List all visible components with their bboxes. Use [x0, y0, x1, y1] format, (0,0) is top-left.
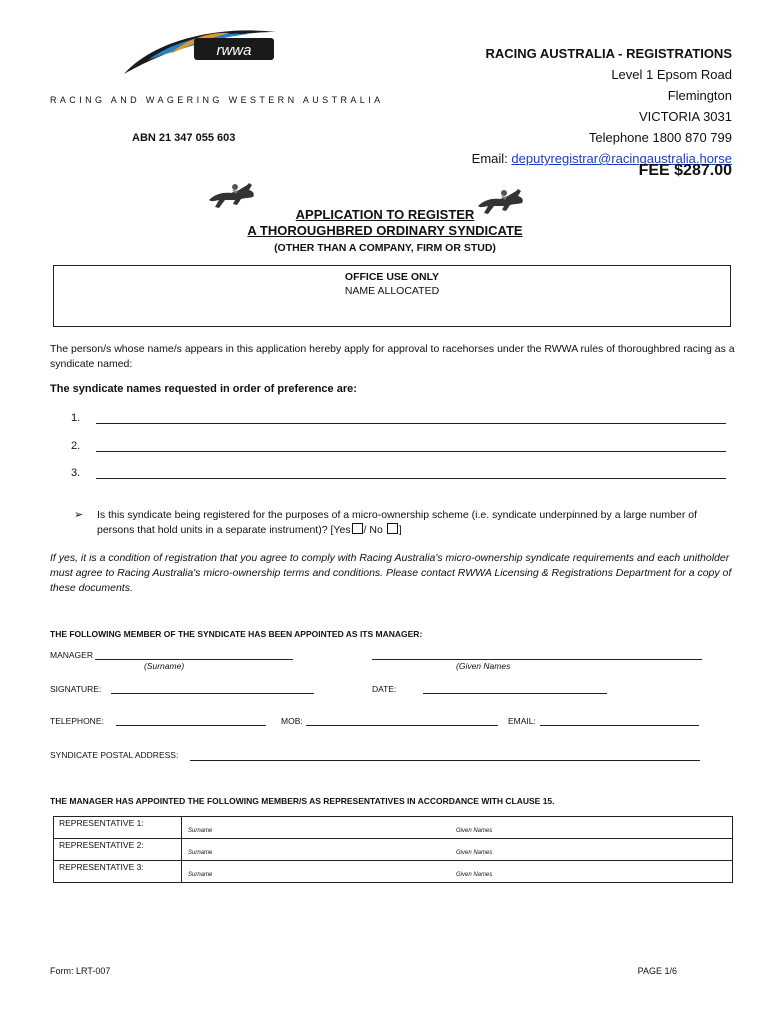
- bracket-close: ]: [398, 524, 402, 536]
- email-link[interactable]: deputyregistrar@racingaustralia.horse: [511, 151, 732, 166]
- date-label: DATE:: [372, 684, 397, 694]
- telephone-field[interactable]: [116, 725, 266, 726]
- given-names-caption: Given Names: [456, 872, 493, 878]
- date-field[interactable]: [423, 693, 607, 694]
- representatives-table: [53, 816, 733, 883]
- preference-3-field[interactable]: [96, 478, 726, 479]
- micro-ownership-question: [97, 508, 737, 538]
- email-field-label: EMAIL:: [508, 716, 536, 726]
- name-allocated-label: NAME ALLOCATED: [344, 285, 440, 297]
- org-name: RACING AUSTRALIA - REGISTRATIONS: [485, 46, 732, 61]
- manager-surname-field[interactable]: [95, 659, 293, 660]
- micro-question-text: Is this syndicate being registered for the purposes of a micro-ownership scheme (i.e. syndicate underpinned by a large number of persons that hold units in a separate instrument)?: [97, 509, 697, 536]
- mobile-label: MOB:: [281, 716, 303, 726]
- form-code: Form: LRT-007: [50, 966, 111, 976]
- address-line-3: VICTORIA 3031: [639, 109, 732, 124]
- manager-label: MANAGER: [50, 650, 93, 660]
- surname-caption: Surname: [188, 828, 213, 834]
- micro-ownership-note: If yes, it is a condition of registration that you agree to comply with Racing Australia's micro-ownership syndicate requirements and each unitholder must agree to Racing Australia's micro-ownership terms and conditions. Please contact RWWA Licensing & Registrations Department for a copy of these documents.: [50, 552, 732, 594]
- representatives-heading: THE MANAGER HAS APPOINTED THE FOLLOWING MEMBER/S AS REPRESENTATIVES IN ACCORDANCE WITH CLAUSE 15.: [50, 796, 555, 806]
- email-label: Email:: [471, 151, 512, 166]
- given-names-caption: Given Names: [456, 828, 493, 834]
- representative-1-field[interactable]: [182, 817, 733, 839]
- postal-address-label: SYNDICATE POSTAL ADDRESS:: [50, 750, 179, 760]
- preference-1-field[interactable]: [96, 423, 726, 424]
- office-use-heading: OFFICE USE ONLY: [344, 271, 440, 283]
- yes-checkbox[interactable]: [352, 523, 363, 534]
- surname-caption: Surname: [188, 850, 213, 856]
- preferences-heading: The syndicate names requested in order of preference are:: [50, 383, 357, 395]
- address-phone: Telephone 1800 870 799: [588, 130, 732, 145]
- logo-text: rwwa: [216, 42, 252, 59]
- no-checkbox[interactable]: [387, 523, 398, 534]
- form-title-line-2: A THOROUGHBRED ORDINARY SYNDICATE: [247, 223, 523, 238]
- manager-given-names-field[interactable]: [372, 659, 702, 660]
- postal-address-field[interactable]: [190, 760, 700, 761]
- preference-2-field[interactable]: [96, 451, 726, 452]
- surname-caption: Surname: [188, 872, 213, 878]
- representative-2-label: REPRESENTATIVE 2:: [54, 839, 182, 861]
- signature-label: SIGNATURE:: [50, 684, 102, 694]
- given-names-caption: (Given Names: [456, 661, 511, 671]
- abn-number: ABN 21 347 055 603: [132, 132, 236, 144]
- arrow-bullet-icon: ➢: [74, 509, 84, 521]
- preference-number-2: 2.: [71, 440, 81, 452]
- table-row: [54, 817, 733, 839]
- table-row: [54, 861, 733, 883]
- representative-1-label: REPRESENTATIVE 1:: [54, 817, 182, 839]
- registrar-address: [472, 43, 732, 169]
- given-names-caption: Given Names: [456, 850, 493, 856]
- yes-label: [Yes: [330, 524, 351, 536]
- manager-heading: THE FOLLOWING MEMBER OF THE SYNDICATE HAS BEEN APPOINTED AS ITS MANAGER:: [50, 629, 423, 639]
- email-field[interactable]: [540, 725, 699, 726]
- representative-3-field[interactable]: [182, 861, 733, 883]
- signature-field[interactable]: [111, 693, 314, 694]
- fee-amount: FEE $287.00: [638, 162, 732, 179]
- logo-tagline: RACING AND WAGERING WESTERN AUSTRALIA: [50, 95, 384, 105]
- form-title-line-1: APPLICATION TO REGISTER: [295, 207, 475, 222]
- mobile-field[interactable]: [306, 725, 498, 726]
- preference-number-1: 1.: [71, 412, 81, 424]
- page-number: PAGE 1/6: [637, 966, 677, 976]
- representative-2-field[interactable]: [182, 839, 733, 861]
- office-use-box: [53, 265, 731, 327]
- table-row: [54, 839, 733, 861]
- representative-3-label: REPRESENTATIVE 3:: [54, 861, 182, 883]
- address-line-2: Flemington: [667, 88, 732, 103]
- address-line-1: Level 1 Epsom Road: [611, 67, 732, 82]
- intro-paragraph: The person/s whose name/s appears in this application hereby apply for approval to racehorses under the RWWA rules of thoroughbred racing as a syndicate named:: [50, 343, 735, 370]
- no-label: / No: [363, 524, 383, 536]
- telephone-label: TELEPHONE:: [50, 716, 104, 726]
- preference-number-3: 3.: [71, 467, 81, 479]
- surname-caption: (Surname): [144, 661, 185, 671]
- rwwa-logo: [118, 24, 278, 79]
- form-subtitle: (OTHER THAN A COMPANY, FIRM OR STUD): [274, 242, 496, 254]
